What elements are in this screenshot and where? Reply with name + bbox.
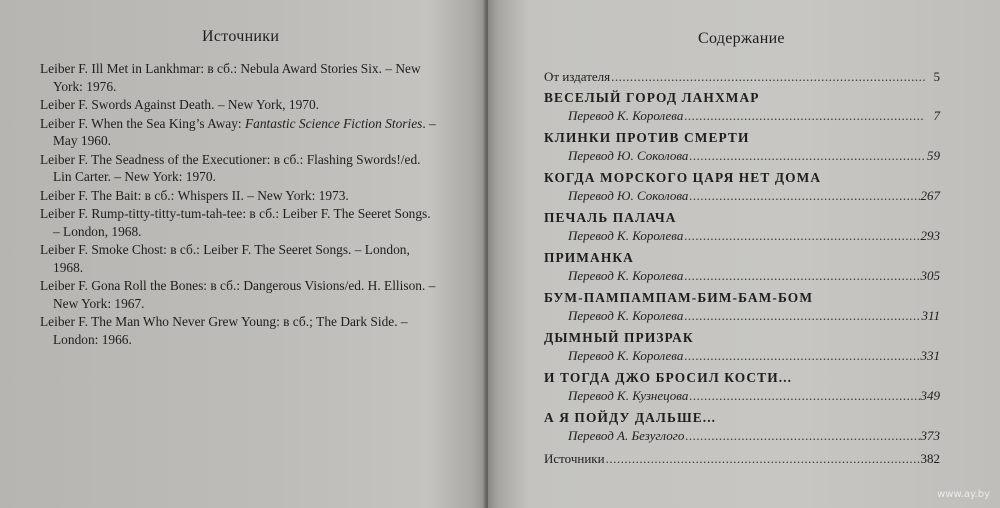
source-magazine-title: Fantastic Science Fiction Stories [244,115,423,131]
toc-page-number: 373 [920,428,940,443]
source-item: Leiber F. The Bait: в сб.: Whispers II. – New York: 1973. [40,187,349,203]
toc-leader-dots [684,267,919,285]
story-title: КЛИНКИ ПРОТИВ СМЕРТИ [544,130,750,145]
translator-row [544,227,940,245]
toc-title: Источники [544,451,605,466]
toc-entry [544,208,940,245]
toc-leader-dots [685,427,919,445]
story-title: ВЕСЕЛЫЙ ГОРОД ЛАНХМАР [544,90,760,105]
toc-entry [544,408,940,445]
toc-page-number: 305 [920,268,940,283]
toc-stories [544,88,940,445]
toc-leader-dots [689,147,925,165]
toc-leader-dots [684,107,925,125]
toc-leader-dots [689,187,919,205]
translator-name: Перевод К. Королева [568,268,684,283]
toc-entry [544,128,940,165]
toc-entry [544,368,940,405]
toc-page-number: 293 [920,228,940,243]
translator-row [544,347,940,365]
sources-list [40,60,440,349]
toc-entry [544,328,940,365]
source-item [40,115,440,150]
source-item: Leiber F. Rump-titty-titty-tum-tah-tee: в сб.: Leiber F. The Seeret Songs. – London, 1968. [40,206,431,239]
toc-page-number: 311 [921,308,940,323]
translator-name: Перевод А. Безуглого [568,428,685,443]
story-title: ДЫМНЫЙ ПРИЗРАК [544,330,694,345]
translator-row [544,147,940,165]
source-text-part: . – May 1960. [53,115,436,148]
toc-entry [544,248,940,285]
source-text-part: Leiber F. When the Sea King’s Away: [40,115,245,131]
source-item: Leiber F. The Man Who Never Grew Young: в сб.; The Dark Side. – London: 1966. [40,314,408,347]
toc-page-number: 382 [920,451,940,466]
toc-leader-dots [684,307,920,325]
translator-row [544,387,940,405]
toc-page-number: 7 [933,108,940,123]
toc-leader-dots [689,387,919,405]
translator-row [544,307,940,325]
translator-name: Перевод Ю. Соколова [568,148,689,163]
story-title: ПРИМАНКА [544,250,634,265]
story-title: БУМ-ПАМПАМПАМ-БИМ-БАМ-БОМ [544,290,814,305]
source-item: Leiber F. Swords Against Death. – New York, 1970. [40,97,319,112]
story-title: КОГДА МОРСКОГО ЦАРЯ НЕТ ДОМА [544,170,822,185]
translator-row [544,187,940,205]
toc-entry [544,168,940,205]
toc-leader-dots [606,448,920,470]
right-page [488,0,1000,508]
toc-leader-dots [611,66,925,88]
source-item: Leiber F. Ill Met in Lankhmar: в сб.: Nebula Award Stories Six. – New York: 1976. [40,61,421,94]
translator-name: Перевод К. Кузнецова [568,388,689,403]
source-item: Leiber F. The Seadness of the Executioner: в сб.: Flashing Swords!/ed. Lin Carter. – New York: 1970. [40,151,421,184]
translator-name: Перевод К. Королева [568,228,684,243]
toc-leader-dots [684,227,919,245]
contents-heading: Содержание [698,30,785,47]
toc-leader-dots [684,347,919,365]
toc-title: От издателя [544,69,611,84]
translator-name: Перевод К. Королева [568,348,684,363]
translator-name: Перевод Ю. Соколова [568,188,689,203]
toc-page-number: 59 [927,148,940,163]
toc-row-publisher [544,66,940,88]
table-of-contents [544,66,940,470]
source-item: Leiber F. Smoke Chost: в сб.: Leiber F. The Seeret Songs. – London, 1968. [40,242,410,275]
toc-page-number: 331 [920,348,940,363]
story-title: А Я ПОЙДУ ДАЛЬШЕ... [544,410,717,425]
toc-page-number: 267 [920,188,940,203]
source-item: Leiber F. Gona Roll the Bones: в сб.: Dangerous Visions/ed. H. Ellison. – New York: 1967. [40,278,436,311]
translator-row [544,107,940,125]
translator-row [544,427,940,445]
translator-row [544,267,940,285]
story-title: И ТОГДА ДЖО БРОСИЛ КОСТИ... [544,370,793,385]
toc-entry [544,88,940,125]
toc-entry [544,288,940,325]
toc-page-number: 349 [920,388,940,403]
sources-heading: Источники [202,28,280,45]
left-page [0,0,488,508]
watermark-text: www.ay.by [937,489,990,500]
story-title: ПЕЧАЛЬ ПАЛАЧА [544,210,677,225]
translator-name: Перевод К. Королева [568,308,684,323]
toc-page-number: 5 [933,69,940,84]
translator-name: Перевод К. Королева [568,108,684,123]
toc-row-sources [544,448,940,470]
